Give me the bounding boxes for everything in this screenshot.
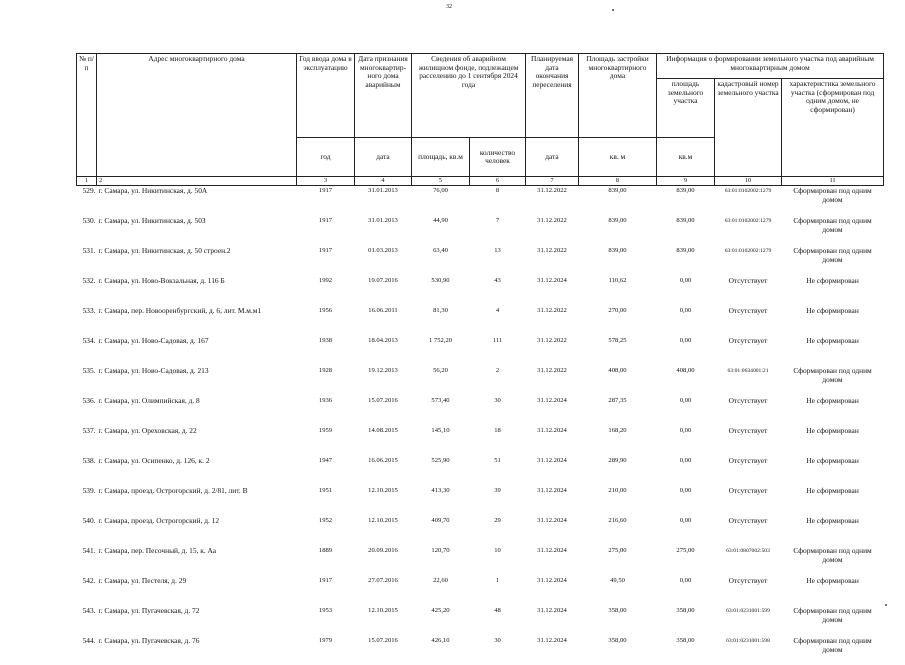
date-cell: 19.12.2013 — [355, 365, 412, 395]
status-cell: Сформирован под одним домом — [782, 545, 884, 575]
header-land-info: Информация о формировании земельного участка под аварийным многоквартирным домом — [657, 54, 884, 79]
planned-date-cell: 31.12.2022 — [526, 186, 579, 216]
people-cell: 39 — [470, 485, 526, 515]
area-cell: 22,60 — [412, 575, 470, 605]
column-number: 9 — [657, 177, 715, 186]
planned-date-cell: 31.12.2024 — [526, 425, 579, 455]
date-cell: 14.08.2015 — [355, 425, 412, 455]
year-cell: 1959 — [297, 425, 355, 455]
people-cell: 7 — [470, 215, 526, 245]
address-cell: г. Самара, ул. Никитинская, д. 50А — [97, 186, 297, 216]
area-cell: 425,20 — [412, 605, 470, 635]
building-area-cell: 839,00 — [579, 186, 657, 216]
table-row — [77, 215, 884, 245]
cadastral-cell: 63:01:0102002:1279 — [715, 186, 782, 216]
planned-date-cell: 31.12.2024 — [526, 455, 579, 485]
planned-date-cell: 31.12.2024 — [526, 515, 579, 545]
cadastral-cell: 63:01:0231001:598 — [715, 635, 782, 665]
address-cell: г. Самара, ул. Ново-Садовая, д. 213 — [97, 365, 297, 395]
column-number: 11 — [782, 177, 884, 186]
building-area-cell: 358,00 — [579, 635, 657, 665]
building-area-cell: 408,00 — [579, 365, 657, 395]
people-cell: 30 — [470, 395, 526, 425]
address-cell: г. Самара, проезд. Острогорский, д. 2/81, лит. В — [97, 485, 297, 515]
unit-people: количество человек — [470, 138, 526, 177]
date-cell: 27.07.2016 — [355, 575, 412, 605]
status-cell: Не сформирован — [782, 305, 884, 335]
date-cell: 18.04.2013 — [355, 335, 412, 365]
planned-date-cell: 31.12.2024 — [526, 605, 579, 635]
year-cell: 1917 — [297, 575, 355, 605]
year-cell: 1936 — [297, 395, 355, 425]
date-cell: 20.09.2016 — [355, 545, 412, 575]
status-cell: Не сформирован — [782, 485, 884, 515]
address-cell: г. Самара, ул. Ново-Садовая, д. 167 — [97, 335, 297, 365]
status-cell: Не сформирован — [782, 275, 884, 305]
land-area-cell: 0,00 — [657, 515, 715, 545]
row-number: 535. — [77, 365, 97, 395]
column-number: 1 — [77, 177, 97, 186]
row-number: 533. — [77, 305, 97, 335]
year-cell: 1928 — [297, 365, 355, 395]
land-area-cell: 839,00 — [657, 245, 715, 275]
area-cell: 81,30 — [412, 305, 470, 335]
header-year: Год ввода дома в эксплуатацию — [297, 54, 355, 138]
table-row — [77, 365, 884, 395]
building-area-cell: 270,00 — [579, 305, 657, 335]
land-area-cell: 408,00 — [657, 365, 715, 395]
address-cell: г. Самара, пер. Песочный, д. 15, к. Аа — [97, 545, 297, 575]
header-planned-date: Планируемая дата окончания переселения — [526, 54, 579, 138]
address-cell: г. Самара, ул. Пестеля, д. 29 — [97, 575, 297, 605]
area-cell: 44,90 — [412, 215, 470, 245]
year-cell: 1956 — [297, 305, 355, 335]
people-cell: 48 — [470, 605, 526, 635]
land-area-cell: 0,00 — [657, 575, 715, 605]
cadastral-cell: Отсутствует — [715, 455, 782, 485]
year-cell: 1953 — [297, 605, 355, 635]
cadastral-cell: Отсутствует — [715, 395, 782, 425]
header-address: Адрес многоквартирного дома — [97, 54, 297, 177]
column-number: 3 — [297, 177, 355, 186]
area-cell: 426,10 — [412, 635, 470, 665]
date-cell: 19.07.2016 — [355, 275, 412, 305]
column-number-row — [77, 177, 884, 186]
status-cell: Не сформирован — [782, 425, 884, 455]
status-cell: Сформирован под одним домом — [782, 215, 884, 245]
people-cell: 111 — [470, 335, 526, 365]
address-cell: г. Самара, ул. Олимпийская, д. 8 — [97, 395, 297, 425]
column-number: 8 — [579, 177, 657, 186]
land-area-cell: 0,00 — [657, 395, 715, 425]
status-cell: Сформирован под одним домом — [782, 605, 884, 635]
cadastral-cell: Отсутствует — [715, 425, 782, 455]
address-cell: г. Самара, ул. Ново-Вокзальная, д. 116 Б — [97, 275, 297, 305]
row-number: 536. — [77, 395, 97, 425]
people-cell: 10 — [470, 545, 526, 575]
building-area-cell: 216,60 — [579, 515, 657, 545]
header-building-area: Площадь застройки многоквартирного дома — [579, 54, 657, 138]
land-area-cell: 275,00 — [657, 545, 715, 575]
unit-date-2: дата — [526, 138, 579, 177]
year-cell: 1947 — [297, 455, 355, 485]
row-number: 543. — [77, 605, 97, 635]
page-number: 32 — [446, 4, 452, 10]
date-cell: 16.06.2015 — [355, 455, 412, 485]
year-cell: 1917 — [297, 245, 355, 275]
header-emergency-fund: Сведения об аварийном жилищном фонде, подлежащем расселению до 1 сентября 2024 года — [412, 54, 526, 138]
unit-sqm-2: кв.м — [657, 138, 715, 177]
land-area-cell: 839,00 — [657, 186, 715, 216]
date-cell: 01.03.2013 — [355, 245, 412, 275]
table-row — [77, 305, 884, 335]
year-cell: 1938 — [297, 335, 355, 365]
year-cell: 1992 — [297, 275, 355, 305]
date-cell: 31.01.2013 — [355, 186, 412, 216]
year-cell: 1952 — [297, 515, 355, 545]
cadastral-cell: Отсутствует — [715, 485, 782, 515]
area-cell: 413,30 — [412, 485, 470, 515]
building-area-cell: 839,00 — [579, 245, 657, 275]
planned-date-cell: 31.12.2022 — [526, 335, 579, 365]
row-number: 537. — [77, 425, 97, 455]
date-cell: 15.07.2016 — [355, 395, 412, 425]
land-area-cell: 0,00 — [657, 485, 715, 515]
building-area-cell: 839,00 — [579, 215, 657, 245]
column-number: 2 — [97, 177, 297, 186]
land-area-cell: 0,00 — [657, 305, 715, 335]
people-cell: 2 — [470, 365, 526, 395]
unit-date: дата — [355, 138, 412, 177]
land-area-cell: 0,00 — [657, 335, 715, 365]
building-area-cell: 358,00 — [579, 605, 657, 635]
address-cell: г. Самара, ул. Пугачевская, д. 76 — [97, 635, 297, 665]
date-cell: 12.10.2015 — [355, 605, 412, 635]
status-cell: Сформирован под одним домом — [782, 635, 884, 665]
column-number: 7 — [526, 177, 579, 186]
header-cadastral: кадастровый номер земельного участка — [715, 79, 782, 177]
address-cell: г. Самара, ул. Осипенко, д. 126, к. 2 — [97, 455, 297, 485]
cadastral-cell: 63:01:0102002:1279 — [715, 215, 782, 245]
land-area-cell: 0,00 — [657, 425, 715, 455]
date-cell: 12.10.2015 — [355, 485, 412, 515]
header-date-emergency: Дата признания многоквартир-ного дома аварийным — [355, 54, 412, 138]
table-row — [77, 605, 884, 635]
people-cell: 43 — [470, 275, 526, 305]
address-cell: г. Самара, проезд. Острогорский, д. 12 — [97, 515, 297, 545]
table-row — [77, 635, 884, 665]
land-area-cell: 358,00 — [657, 635, 715, 665]
year-cell: 1917 — [297, 186, 355, 216]
table-row — [77, 515, 884, 545]
date-cell: 12.10.2015 — [355, 515, 412, 545]
status-cell: Не сформирован — [782, 575, 884, 605]
planned-date-cell: 31.12.2024 — [526, 485, 579, 515]
planned-date-cell: 31.12.2024 — [526, 575, 579, 605]
building-area-cell: 168,20 — [579, 425, 657, 455]
table-row — [77, 275, 884, 305]
people-cell: 30 — [470, 635, 526, 665]
area-cell: 56,20 — [412, 365, 470, 395]
area-cell: 1 752,20 — [412, 335, 470, 365]
date-cell: 16.06.2011 — [355, 305, 412, 335]
status-cell: Сформирован под одним домом — [782, 186, 884, 216]
cadastral-cell: Отсутствует — [715, 575, 782, 605]
cadastral-cell: Отсутствует — [715, 335, 782, 365]
header-no: № п/п — [77, 54, 97, 177]
address-cell: г. Самара, ул. Ореховская, д. 22 — [97, 425, 297, 455]
row-number: 530. — [77, 215, 97, 245]
people-cell: 1 — [470, 575, 526, 605]
cadastral-cell: 63:01:0231001:599 — [715, 605, 782, 635]
cadastral-cell: Отсутствует — [715, 515, 782, 545]
area-cell: 63,40 — [412, 245, 470, 275]
building-area-cell: 49,50 — [579, 575, 657, 605]
area-cell: 145,10 — [412, 425, 470, 455]
table-row — [77, 425, 884, 455]
address-cell: г. Самара, ул. Никитинская, д. 50 строен.2 — [97, 245, 297, 275]
cadastral-cell: Отсутствует — [715, 305, 782, 335]
area-cell: 120,70 — [412, 545, 470, 575]
status-cell: Сформирован под одним домом — [782, 245, 884, 275]
row-number: 532. — [77, 275, 97, 305]
land-area-cell: 839,00 — [657, 215, 715, 245]
land-area-cell: 358,00 — [657, 605, 715, 635]
table-row — [77, 455, 884, 485]
cadastral-cell: Отсутствует — [715, 275, 782, 305]
header-characteristic: характеристика земельного участка (сформирован под одним домом, не сформирован) — [782, 79, 884, 177]
area-cell: 525,90 — [412, 455, 470, 485]
column-number: 6 — [470, 177, 526, 186]
table-row — [77, 485, 884, 515]
year-cell: 1979 — [297, 635, 355, 665]
address-cell: г. Самара, ул. Никитинская, д. 50З — [97, 215, 297, 245]
area-cell: 76,00 — [412, 186, 470, 216]
row-number: 538. — [77, 455, 97, 485]
table-row — [77, 575, 884, 605]
year-cell: 1917 — [297, 215, 355, 245]
status-cell: Сформирован под одним домом — [782, 365, 884, 395]
row-number: 544. — [77, 635, 97, 665]
unit-area: площадь, кв.м — [412, 138, 470, 177]
year-cell: 1951 — [297, 485, 355, 515]
building-area-cell: 275,00 — [579, 545, 657, 575]
row-number: 539. — [77, 485, 97, 515]
planned-date-cell: 31.12.2024 — [526, 275, 579, 305]
cadastral-cell: 63:01:0807002:503 — [715, 545, 782, 575]
address-cell: г. Самара, пер. Новооренбургский, д. 6, лит. М.м.м1 — [97, 305, 297, 335]
status-cell: Не сформирован — [782, 395, 884, 425]
status-cell: Не сформирован — [782, 455, 884, 485]
building-area-cell: 287,35 — [579, 395, 657, 425]
cadastral-cell: 63:01:0102002:1279 — [715, 245, 782, 275]
row-number: 541. — [77, 545, 97, 575]
building-area-cell: 578,25 — [579, 335, 657, 365]
table-row — [77, 186, 884, 216]
planned-date-cell: 31.12.2022 — [526, 305, 579, 335]
table-row — [77, 335, 884, 365]
building-area-cell: 210,00 — [579, 485, 657, 515]
cadastral-cell: 63:01:0634001:21 — [715, 365, 782, 395]
building-area-cell: 289,90 — [579, 455, 657, 485]
emergency-housing-table — [76, 53, 884, 665]
column-number: 10 — [715, 177, 782, 186]
year-cell: 1889 — [297, 545, 355, 575]
row-number: 531. — [77, 245, 97, 275]
address-cell: г. Самара, ул. Пугачевская, д. 72 — [97, 605, 297, 635]
header-land-area: площадь земельного участка — [657, 79, 715, 138]
people-cell: 4 — [470, 305, 526, 335]
scan-speck — [885, 604, 887, 606]
date-cell: 31.01.2013 — [355, 215, 412, 245]
planned-date-cell: 31.12.2022 — [526, 365, 579, 395]
people-cell: 13 — [470, 245, 526, 275]
column-number: 5 — [412, 177, 470, 186]
planned-date-cell: 31.12.2024 — [526, 545, 579, 575]
date-cell: 15.07.2016 — [355, 635, 412, 665]
row-number: 540. — [77, 515, 97, 545]
scan-speck — [612, 9, 614, 11]
land-area-cell: 0,00 — [657, 455, 715, 485]
people-cell: 18 — [470, 425, 526, 455]
status-cell: Не сформирован — [782, 335, 884, 365]
table-row — [77, 395, 884, 425]
people-cell: 51 — [470, 455, 526, 485]
row-number: 529. — [77, 186, 97, 216]
column-number: 4 — [355, 177, 412, 186]
planned-date-cell: 31.12.2022 — [526, 245, 579, 275]
building-area-cell: 110,62 — [579, 275, 657, 305]
area-cell: 409,70 — [412, 515, 470, 545]
table-body — [77, 186, 884, 665]
row-number: 542. — [77, 575, 97, 605]
status-cell: Не сформирован — [782, 515, 884, 545]
unit-year: год — [297, 138, 355, 177]
land-area-cell: 0,00 — [657, 275, 715, 305]
people-cell: 29 — [470, 515, 526, 545]
planned-date-cell: 31.12.2024 — [526, 395, 579, 425]
area-cell: 573,40 — [412, 395, 470, 425]
planned-date-cell: 31.12.2022 — [526, 215, 579, 245]
table-row — [77, 245, 884, 275]
area-cell: 530,90 — [412, 275, 470, 305]
table-row — [77, 545, 884, 575]
row-number: 534. — [77, 335, 97, 365]
planned-date-cell: 31.12.2024 — [526, 635, 579, 665]
unit-sqm: кв. м — [579, 138, 657, 177]
people-cell: 8 — [470, 186, 526, 216]
